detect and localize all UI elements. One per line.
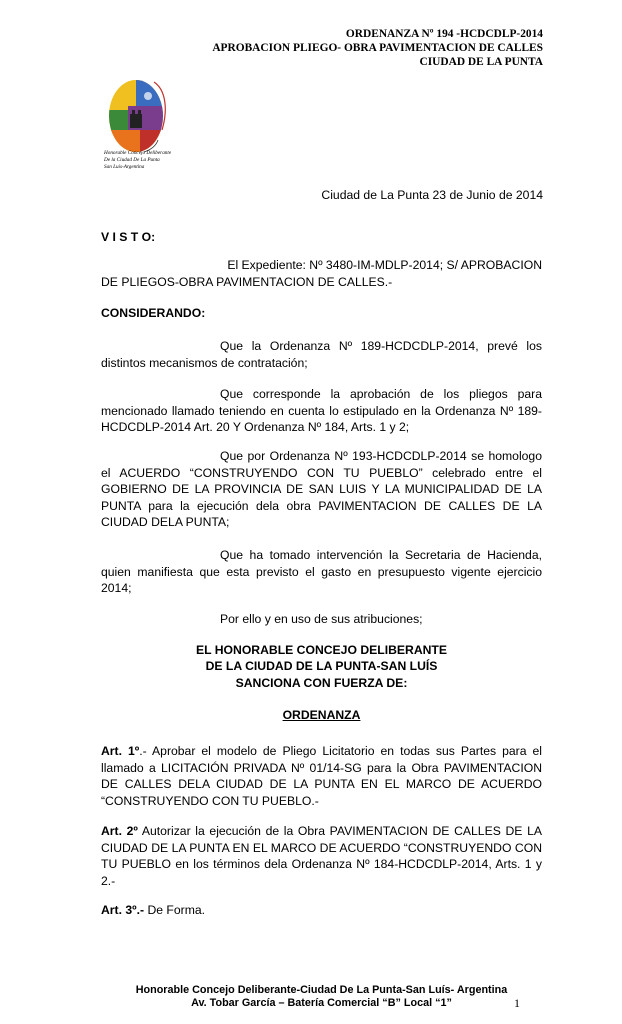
paragraph-text: Por ello y en uso de sus atribuciones; [220,612,423,626]
article-2 [101,823,542,889]
article-label: Art. 3º.- [101,903,145,917]
article-1 [101,743,542,809]
paragraph-text: Que la Ordenanza Nº 189-HCDCDLP-2014, prevé los distintos mecanismos de contratación; [101,339,542,370]
considerando-paragraph-4 [101,547,542,597]
visto-heading: V I S T O: [101,230,156,244]
visto-text-line-2: DE PLIEGOS-OBRA PAVIMENTACION DE CALLES.- [101,275,393,289]
article-label: Art. 2º [101,824,138,838]
header-line-2: APROBACION PLIEGO- OBRA PAVIMENTACION DE CALLES [212,42,543,54]
paragraph-text: Que corresponde la aprobación de los pliegos para mencionado llamado teniendo en cuenta lo estipulado en la Ordenanza Nº 189-HCDCDLP-2014 Art. 20 Y Ordenanza Nº 184, Arts. 1 y 2; [101,387,542,435]
article-text: De Forma. [147,903,206,917]
considerando-paragraph-5 [101,611,542,628]
article-3 [101,902,542,919]
ordenanza-title-text: ORDENANZA [282,708,361,722]
considerando-paragraph-1 [101,338,542,371]
considerando-paragraph-3 [101,448,542,531]
ordenanza-title [101,707,542,724]
considerando-paragraph-2 [101,386,542,436]
visto-text-line-1: El Expediente: Nº 3480-IM-MDLP-2014; S/ APROBACION [227,258,542,272]
article-label: Art. 1º [101,744,140,758]
date-line: Ciudad de La Punta 23 de Junio de 2014 [321,188,543,202]
council-logo [96,70,186,190]
header-line-3: CIUDAD DE LA PUNTA [419,56,543,68]
logo-caption-line: De la Ciudad De La Punta [104,157,160,163]
logo-caption-line: Honorable Concejo Deliberante [104,150,172,156]
sanciona-line-3: SANCIONA CON FUERZA DE: [235,676,408,690]
header-line-1: ORDENANZA Nº 194 -HCDCDLP-2014 [345,28,543,40]
logo-caption-line: San Luis-Argentina [104,164,145,170]
article-separator: .- [139,744,153,758]
article-text: Autorizar la ejecución de la Obra PAVIMENTACION DE CALLES DE LA CIUDAD DE LA PUNTA EN EL MARCO DE ACUERDO “CONSTRUYENDO CON TU PUEBLO en los términos dela Ordenanza Nº 184-HCDCDLP-2014, Arts. 1 y 2.- [101,824,542,888]
footer-line-1: Honorable Concejo Deliberante-Ciudad De La Punta-San Luís- Argentina [135,984,508,996]
considerando-heading: CONSIDERANDO: [101,306,206,320]
article-text: Aprobar el modelo de Pliego Licitatorio en todas sus Partes para el llamado a LICITACIÓN PRIVADA Nº 01/14-SG para la Obra PAVIMENTACION DE CALLES DELA CIUDAD DE LA PUNTA EN EL MARCO DE ACUERDO “CONSTRUYENDO CON TU PUEBLO.- [101,744,542,808]
logo-caption [104,150,184,171]
sanciona-line-2: DE LA CIUDAD DE LA PUNTA-SAN LUÍS [205,659,438,673]
sanciona-line-1: EL HONORABLE CONCEJO DELIBERANTE [196,643,447,657]
paragraph-text: Que por Ordenanza Nº 193-HCDCDLP-2014 se homologo el ACUERDO “CONSTRUYENDO CON TU PUEBLO” celebrado entre el GOBIERNO DE LA PROVINCIA DE SAN LUIS Y LA MUNICIPALIDAD DE LA PUNTA para la ejecución dela obra PAVIMENTACION DE CALLES DE LA CIUDAD DELA PUNTA; [101,449,542,530]
paragraph-text: Que ha tomado intervención la Secretaria de Hacienda, quien manifiesta que esta previsto el gasto en presupuesto vigente ejercicio 2014; [101,548,542,596]
page-number: 1 [514,996,520,1010]
footer-line-2: Av. Tobar García – Batería Comercial “B” Local “1” [191,997,452,1009]
